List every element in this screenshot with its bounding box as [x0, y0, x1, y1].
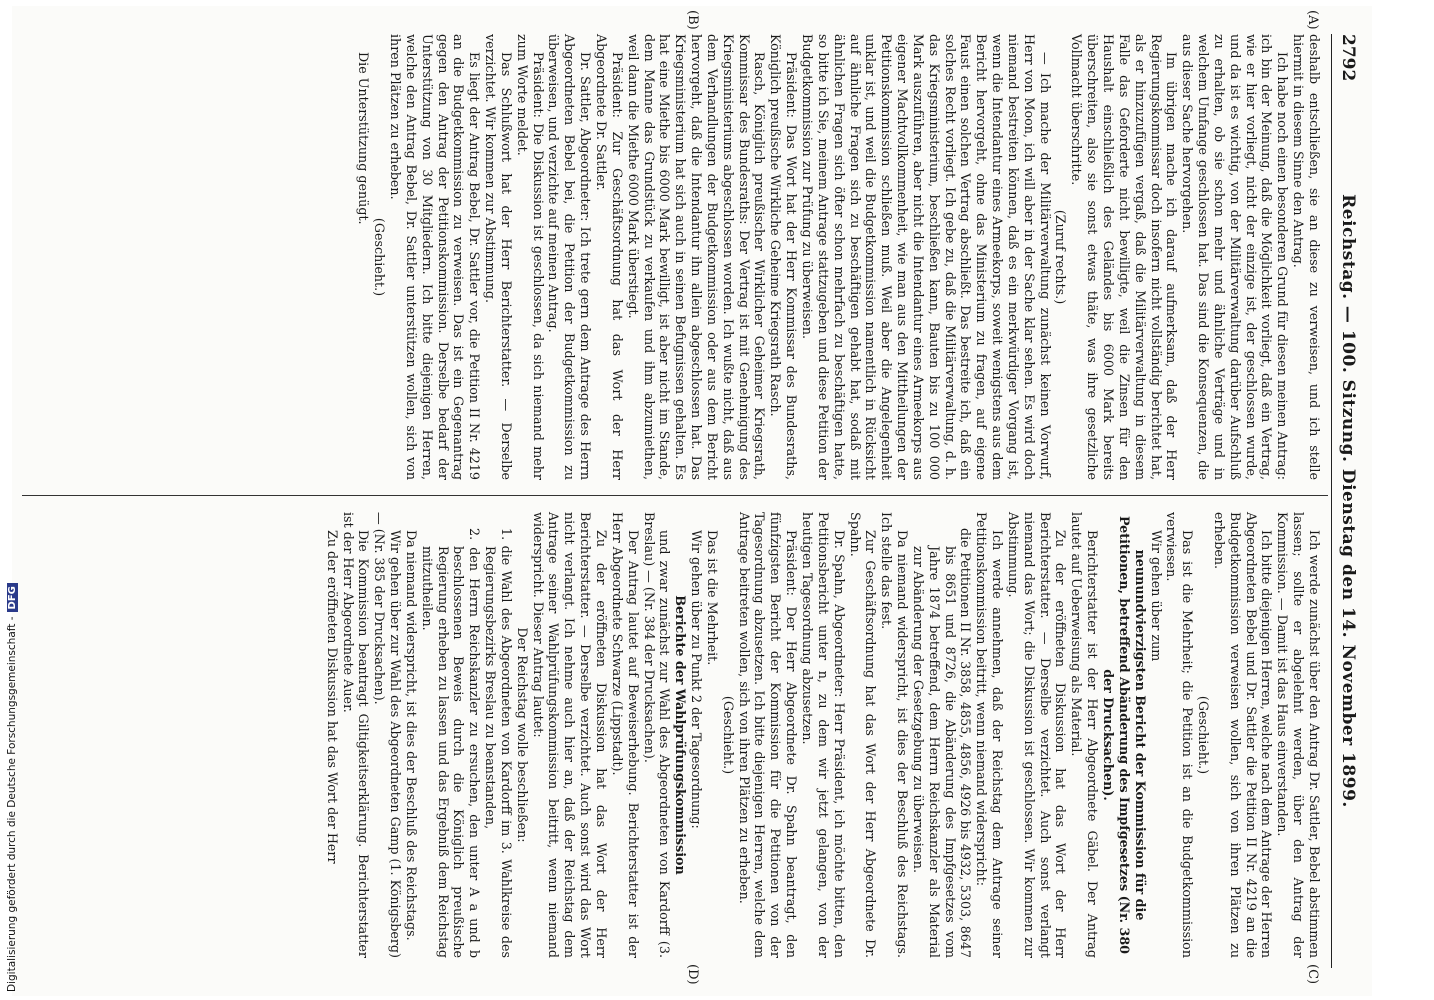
paragraph: Das Schlußwort hat der Herr Berichterstatter. — Derselbe verzichtet. Wir kommen zur Abstimmung.: [483, 34, 514, 480]
section-heading: Berichte der Wahlprüfungskommission: [673, 595, 689, 875]
resolution-text: die Petitionen II Nr. 3858, 4855, 4856, 4926 bis 4932, 5303, 8647 bis 8651 und 8726, die Abänderung des Impfgesetzes vom Jahre 1874 betreffend, dem Herrn Reichskanzler als Material zur Abänderung der Gesetzgebung zu überweisen.: [910, 528, 974, 958]
paragraph: Da niemand widerspricht, ist dies der Beschluß des Reichstags.: [403, 530, 419, 941]
paragraph: Zu der eröffneten Diskussion hat das Wort der Herr: [324, 530, 340, 864]
margin-letter-a: (A): [1305, 10, 1320, 30]
paragraph: Zu der eröffneten Diskussion hat das Wort der Herr Berichterstatter. — Derselbe verzichtet. Auch sonst wird das Wort nicht verlangt. Ich nehme auch hier an, daß der Reichstag dem Antrage seiner Wahlprüfungskommission beitritt, wenn niemand widerspricht. Dieser Antrag lautet:: [530, 512, 610, 958]
paragraph: Da niemand widerspricht, ist dies der Beschluß des Reichstags. Ich stelle das fest.: [879, 512, 911, 958]
paragraph: Rasch, Königlich preußischer Wirklicher Geheimer Kriegsrath, Kommissar des Bundesraths: Der Vertrag ist mit Genehmigung des Kriegsministeriums abgeschlossen worden. Ich wußte nicht, daß aus dem Verhandlungen der Budgetkommission oder aus dem Bericht hervorgeht, daß die Intendantur ihn allein abgeschlossen hat. Das Kriegsministerium hat sich auch in seinen Befugnissen gehalten. Es hat eine Miethe bis 6000 Mark bewilligt, ist aber nicht im Stande, dem Manne das Grundstück zu verkaufen und ihm abzumiethen, weil dann die Miethe 6000 Mark überstiegt.: [625, 34, 768, 480]
paragraph: Präsident: Die Diskussion ist geschlossen, da sich niemand mehr zum Worte meldet.: [514, 34, 546, 480]
scanned-page: [12, 6, 1372, 996]
digitization-credit: [6, 583, 18, 992]
paragraph: Dr. Spahn, Abgeordneter: Herr Präsident, ich möchte bitten, den Petitionsbericht unter n, zu dem wir jetzt gelangen, von der heutigen Tagesordnung abzusetzen.: [800, 512, 847, 958]
paragraph: Im übrigen mache ich darauf aufmerksam, daß der Herr Regierungskommissar doch insofern nicht vollständig berichtet hat, als er hinzuzufügen vergaß, daß die Militärverwaltung in diesem Falle das Geforderte nicht bewilligte, weil die Zinsen für den Haushalt einschließlich des Geländes bis 6000 Mark bereits überschreiten, also sie sonst etwas thäte, was ihre gesetzliche Vollmacht überschritte.: [1069, 34, 1180, 480]
paragraph: Berichterstatter ist der Herr Abgeordnete Gäbel. Der Antrag lautet auf Ueberweisung als Material.: [1069, 512, 1101, 958]
interjection: (Zuruf rechts.): [1053, 209, 1069, 305]
paragraph: Präsident: Zur Geschäftsordnung hat das Wort der Herr Abgeordnete Dr. Sattler.: [594, 34, 625, 480]
left-column: [356, 34, 1322, 480]
interjection: (Geschieht.): [372, 217, 388, 297]
paragraph: Zu der eröffneten Diskussion hat das Wort der Herr Berichterstatter. — Derselbe verzichtet. Auch sonst verlangt niemand das Wort; die Diskussion ist geschlossen. Wir kommen zur Abstimmung.: [1005, 512, 1069, 958]
interjection: (Geschieht.): [720, 695, 736, 775]
paragraph: Präsident: Der Herr Abgeordnete Dr. Spahn beantragt, den fünfzigsten Bericht der Kommission für die Petitionen von der Tagesordnung abzusetzen. Ich bitte diejenigen Herren, welche dem Antrage beitreten wollen, sich von ihren Plätzen zu erheben.: [736, 512, 800, 958]
paragraph: Die Kommission beantragt Giltigkeitserklärung. Berichterstatter ist der Herr Abgeordnete Auer.: [340, 512, 372, 958]
section-heading: neunundvierzigsten Bericht der Kommission für die Petitionen, betreffend Abänderung des Impfgesetzes (Nr. 380 der Drucksachen).: [1101, 515, 1148, 955]
paragraph: Präsident: Das Wort hat der Herr Kommissar des Bundesraths, Königlich preußische Wirkliche Geheime Kriegsrath Rasch.: [768, 34, 800, 480]
paragraph: Wir gehen über zu Punkt 2 der Tagesordnung:: [689, 530, 705, 829]
paragraph: deshalb entschließen, sie an diese zu verweisen, und ich stelle hiermit in diesem Sinne den Antrag.: [1291, 34, 1322, 480]
page-number: 2792: [1338, 34, 1358, 82]
column-divider: [22, 495, 1328, 496]
paragraph: Ich bitte diejenigen Herren, welche nach dem Antrage der Herren Abgeordneten Bebel und Dr. Sattler die Petition II Nr. 4219 an die Budgetkommission verweisen wollen, sich von ihren Plätzen zu erheben.: [1211, 512, 1275, 958]
paragraph: Der Reichstag wolle beschließen:: [514, 627, 530, 843]
right-column: [324, 512, 1322, 958]
paragraph: Wir gehen über zur Wahl des Abgeordneten Gamp (1. Königsberg) — (Nr. 385 der Drucksachen).: [372, 512, 404, 958]
paragraph: Der Antrag lautet auf Beweiserhebung. Berichterstatter ist der Herr Abgeordnete Schwarze (Lippstadt).: [609, 512, 641, 958]
paragraph: Es liegt der Antrag Bebel, Dr. Sattler vor, die Petition II Nr. 4219 an die Budgetkommission zu verweisen. Das ist ein Gegenantrag gegen den Antrag der Petitionskommission. Derselbe bedarf der Unterstützung von 30 Mitgliedern. Ich bitte diejenigen Herren, welche den Antrag Bebel, Dr. Sattler unterstützen wollen, sich von ihren Plätzen zu erheben.: [388, 34, 483, 480]
margin-letter-b: (B): [685, 10, 700, 30]
paragraph: Das ist die Mehrheit.: [704, 530, 720, 666]
paragraph: und zwar zunächst zur Wahl des Abgeordneten von Kardorff (3. Breslau) — (Nr. 384 der Drucksachen).: [641, 512, 673, 958]
paragraph: Wir gehen über zum: [1148, 530, 1164, 662]
margin-letter-d: (D): [685, 964, 700, 985]
list-item: 2. den Herrn Reichskanzler zu ersuchen, den unter A a und b beschlossenen Beweis durch die Königlich preußische Regierung erheben zu lassen und das Ergebniß dem Reichstag mitzutheilen.: [419, 528, 483, 958]
paragraph: Ich werde annehmen, daß der Reichstag dem Antrage seiner Petitionskommission beitritt, wenn niemand widerspricht:: [974, 512, 1006, 958]
page-header: [1331, 34, 1362, 968]
paragraph: Ich werde zunächst über den Antrag Dr. Sattler, Bebel abstimmen lassen; sollte er abgelehnt werden, über den Antrag der Kommission. — Damit ist das Haus einverstanden.: [1275, 512, 1322, 958]
interjection: (Geschieht.): [1196, 695, 1212, 775]
list-item: 1. die Wahl des Abgeordneten von Kardorff im 3. Wahlkreise des Regierungsbezirks Breslau zu beanstanden,: [483, 528, 514, 958]
paragraph: Dr. Sattler, Abgeordneter: Ich trete gern dem Antrage des Herrn Abgeordneten Bebel bei, die Petition der Budgetkommission zu überweisen, und verzichte auf meinen Antrag.: [546, 34, 594, 480]
credit-text: Digitalisierung gefördert durch die Deutsche Forschungsgemeinschaft -: [6, 616, 18, 992]
paragraph: Die Unterstützung genügt.: [356, 52, 372, 225]
page-title: Reichstag. — 100. Sitzung. Dienstag den 14. November 1899.: [1338, 194, 1358, 808]
dfg-logo: DFG: [7, 583, 18, 612]
paragraph: — Ich mache der Militärverwaltung zunächst keinen Vorwurf, Herr von Moon, ich will aber in der Sache klar sehen. Es wird doch niemand bestreiten können, daß es ein merkwürdiger Vorgang ist, wenn die Intendantur eines Armeekorps, soweit wenigstens aus dem Bericht hervorgeht, ohne das Ministerium zu fragen, auf eigene Faust einen solchen Vertrag abschließt. Das bestreite ich, daß ein solches Recht vorliegt. Ich gebe zu, daß die Militärverwaltung, d. h. das Kriegsministerium, beschließen kann, Bauten bis zu 100 000 Mark auszuführen, aber nicht die Intendantur eines Armeekorps aus eigener Machtvollkommenheit, wie man aus den Mittheilungen der Petitionskommission schließen muß. Weil aber die Angelegenheit unklar ist, und weil die Budgetkommission namentlich in Rücksicht auf ähnliche Fragen sich zu beschäftigen gehabt hat, sodaß mit ähnlichen Fragen sich öfter schon mehrfach zu beschäftigen hatte, so bitte ich Sie, meinem Antrage stattzugeben und diese Petition der Budgetkommission zur Prüfung zu überweisen.: [800, 34, 1053, 480]
paragraph: Das ist die Mehrheit; die Petition ist an die Budgetkommission verwiesen.: [1164, 512, 1196, 958]
margin-letter-c: (C): [1305, 964, 1320, 985]
paragraph: Zur Geschäftsordnung hat das Wort der Herr Abgeordnete Dr. Spahn.: [847, 512, 879, 958]
paragraph: Ich habe noch einen besonderen Grund für diesen meinen Antrag: ich bin der Meinung, daß die Möglichkeit vorliegt, daß ein Vertrag, wie er hier vorliegt, nicht der einzige ist, der geschlossen wurde, und da ist es wichtig, von der Militärverwaltung darüber Aufschluß zu erhalten, ob sie schon mehr und ähnliche Verträge und in welchem Umfange geschlossen hat. Das sind die Konsequenzen, die aus dieser Sache hervorgehen.: [1180, 34, 1291, 480]
